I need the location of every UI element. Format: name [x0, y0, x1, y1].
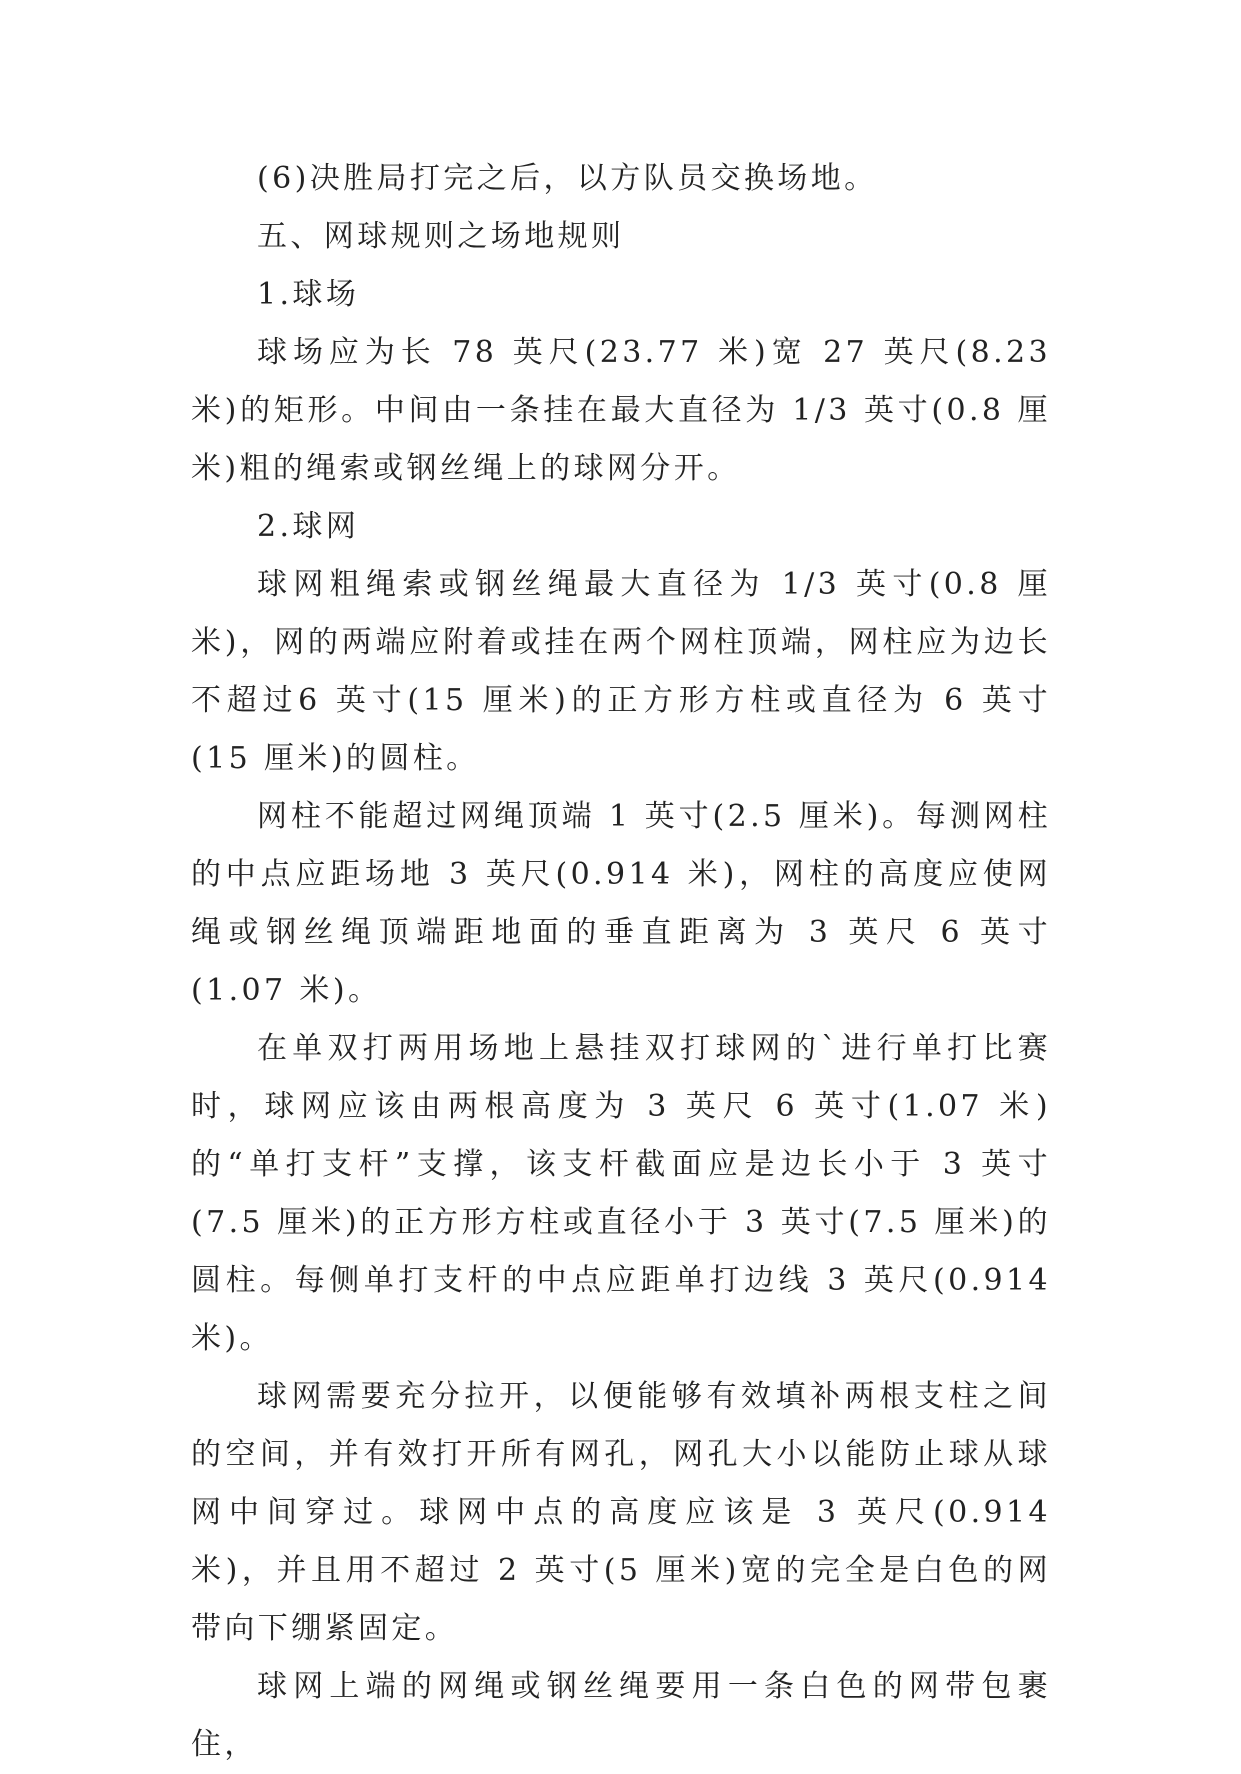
subheading-net: 2.球网 — [257, 509, 360, 544]
paragraph-court-dimensions: 球场应为长 78 英尺(23.77 米)宽 27 英尺(8.23 米)的矩形。中间由一条挂在最大直径为 1/3 英寸(0.8 厘米)粗的绳索或钢丝绳上的球网分开。 — [191, 335, 1051, 486]
paragraph-tiebreak-change-ends: (6)决胜局打完之后，以方队员交换场地。 — [257, 161, 878, 196]
paragraph-singles-sticks: 在单双打两用场地上悬挂双打球网的`进行单打比赛时，球网应该由两根高度为 3 英尺 6 英寸(1.07 米)的“单打支杆”支撑，该支杆截面应是边长小于 3 英寸(7.5 厘米)的正方形方柱或直径小于 3 英寸(7.5 厘米)的圆柱。每侧单打支杆的中点应距单打边线 3 英尺(0.914 米)。 — [191, 1031, 1051, 1356]
paragraph-net-cord-posts: 球网粗绳索或钢丝绳最大直径为 1/3 英寸(0.8 厘米)，网的两端应附着或挂在两个网柱顶端，网柱应为边长不超过6 英寸(15 厘米)的正方形方柱或直径为 6 英寸(15 厘米)的圆柱。 — [191, 567, 1051, 776]
document-body — [191, 150, 1051, 1774]
subheading-court: 1.球场 — [257, 277, 360, 312]
paragraph-net-tension: 球网需要充分拉开，以便能够有效填补两根支柱之间的空间，并有效打开所有网孔，网孔大小以能防止球从球网中间穿过。球网中点的高度应该是 3 英尺(0.914 米)，并且用不超过 2 英寸(5 厘米)宽的完全是白色的网带向下绷紧固定。 — [191, 1379, 1051, 1646]
paragraph-post-height: 网柱不能超过网绳顶端 1 英寸(2.5 厘米)。每测网柱的中点应距场地 3 英尺(0.914 米)，网柱的高度应使网绳或钢丝绳顶端距地面的垂直距离为 3 英尺 6 英寸(1.07 米)。 — [191, 799, 1051, 1008]
section-heading-court-rules: 五、网球规则之场地规则 — [257, 219, 625, 254]
paragraph-net-band: 球网上端的网绳或钢丝绳要用一条白色的网带包裹住， — [191, 1669, 1051, 1762]
